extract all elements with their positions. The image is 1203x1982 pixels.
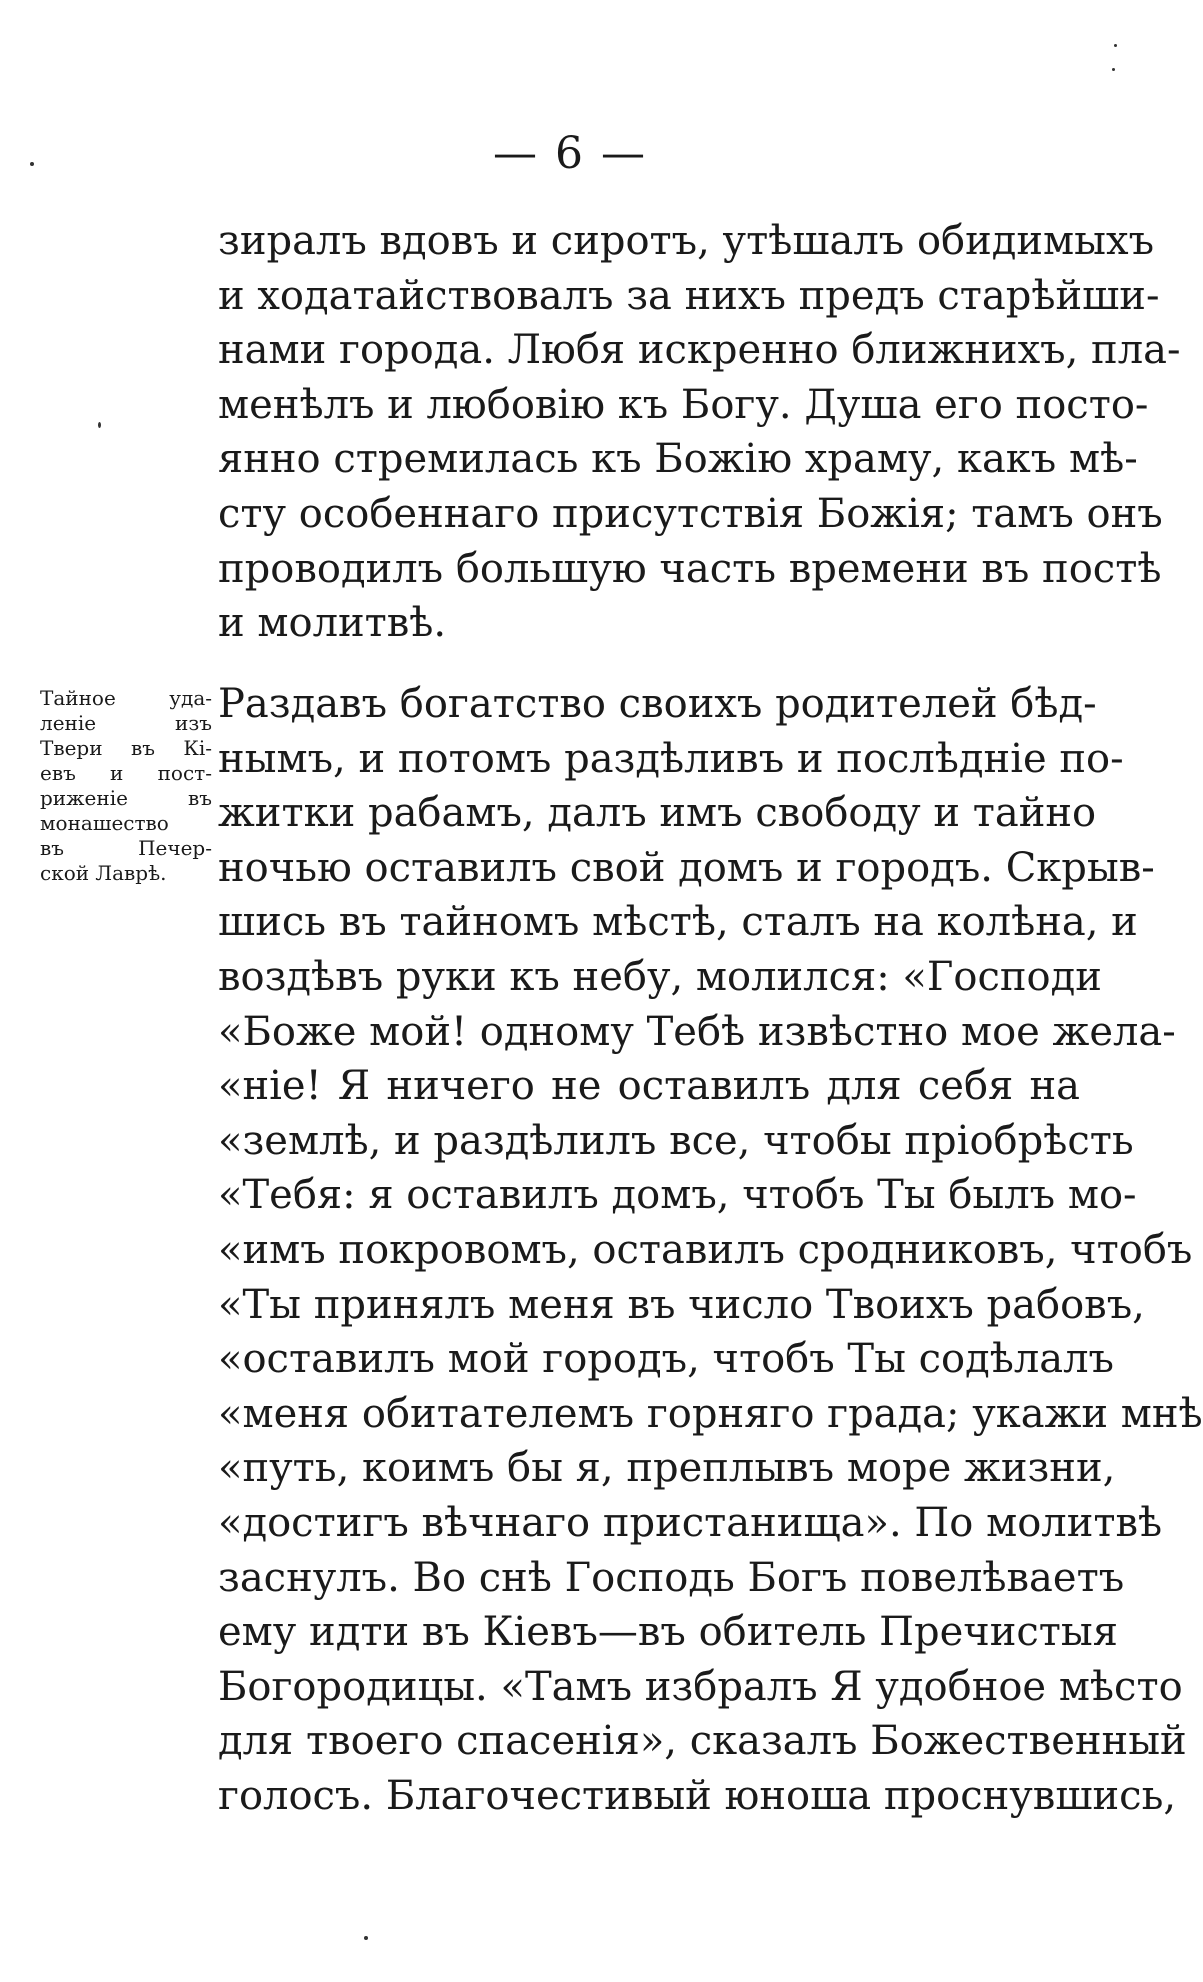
scan-speck — [1114, 44, 1117, 47]
paragraph-line: заснулъ. Во снѣ Господь Богъ повелѣваетъ — [218, 1554, 1125, 1601]
marginal-note-line: въ Печер- — [40, 836, 212, 860]
marginal-note-line: Тайное уда- — [40, 686, 212, 710]
marginal-note-line: монашество — [40, 811, 169, 835]
paragraph-line: ночью оставилъ свой домъ и городъ. Скрыв- — [218, 844, 1155, 891]
paragraph-2 — [218, 677, 1203, 1823]
paragraph-line: голосъ. Благочестивый юноша проснувшись, — [218, 1772, 1177, 1819]
paragraph-line: житки рабамъ, далъ имъ свободу и тайно — [218, 790, 1097, 837]
marginal-note-line: евъ и пост- — [40, 761, 212, 785]
paragraph-line: для твоего спасенія», сказалъ Божественный — [218, 1718, 1187, 1765]
paragraph-line: проводилъ большую часть времени въ постѣ — [218, 545, 1162, 592]
paragraph-line: «землѣ, и раздѣлилъ все, чтобы пріобрѣсть — [218, 1117, 1134, 1164]
paragraph-line: Раздавъ богатство своихъ родителей бѣд- — [218, 681, 1097, 727]
marginal-note — [40, 686, 212, 886]
paragraph-line: нами города. Любя искренно ближнихъ, пла- — [218, 327, 1181, 374]
paragraph-line: нымъ, и потомъ раздѣливъ и послѣдніе по- — [218, 735, 1124, 782]
paragraph-line: менѣлъ и любовію къ Богу. Душа его посто- — [218, 381, 1149, 428]
paragraph-line: ему идти въ Кіевъ—въ обитель Пречистыя — [218, 1609, 1118, 1656]
paragraph-line: «Тебя: я оставилъ домъ, чтобъ Ты былъ мо- — [218, 1172, 1137, 1219]
paragraph-line: сту особеннаго присутствія Божія; тамъ онъ — [218, 490, 1163, 537]
paragraph-line: «ніе! Я ничего не оставилъ для себя на — [218, 1063, 1080, 1110]
scan-speck — [364, 1936, 368, 1940]
paragraph-line: «оставилъ мой городъ, чтобъ Ты содѣлалъ — [218, 1336, 1114, 1383]
paragraph-line: «меня обитателемъ горняго града; укажи мнѣ — [218, 1390, 1203, 1437]
paragraph-line: шись въ тайномъ мѣстѣ, сталъ на колѣна, и — [218, 899, 1138, 946]
marginal-note-line: риженіе въ — [40, 786, 212, 810]
marginal-note-line: Твери въ Кі- — [40, 736, 212, 760]
paragraph-line: воздѣвъ руки къ небу, молился: «Господи — [218, 953, 1102, 1000]
paragraph-line: янно стремилась къ Божію храму, какъ мѣ- — [218, 436, 1138, 483]
scan-speck — [1112, 68, 1115, 71]
marginal-note-line: леніе изъ — [40, 711, 212, 735]
paragraph-1 — [218, 214, 1181, 651]
paragraph-line: и молитвѣ. — [218, 600, 447, 647]
scan-speck — [30, 162, 34, 166]
paragraph-line: «достигъ вѣчнаго пристанища». По молитвѣ — [218, 1499, 1163, 1546]
paragraph-line: Богородицы. «Тамъ избралъ Я удобное мѣсто — [218, 1663, 1183, 1710]
marginal-note-line: ской Лаврѣ. — [40, 861, 167, 885]
paragraph-line: и ходатайствовалъ за нихъ предъ старѣйши- — [218, 272, 1160, 319]
scan-speck — [98, 422, 101, 428]
paragraph-line: «Боже мой! одному Тебѣ извѣстно мое жела- — [218, 1008, 1176, 1055]
paragraph-line: «путь, коимъ бы я, преплывъ море жизни, — [218, 1445, 1116, 1492]
paragraph-line: «имъ покровомъ, оставилъ сродниковъ, чтобъ — [218, 1226, 1193, 1273]
page-number: — 6 — — [493, 128, 647, 179]
paragraph-line: зиралъ вдовъ и сиротъ, утѣшалъ обидимыхъ — [218, 218, 1155, 264]
paragraph-line: «Ты принялъ меня въ число Твоихъ рабовъ, — [218, 1281, 1145, 1328]
